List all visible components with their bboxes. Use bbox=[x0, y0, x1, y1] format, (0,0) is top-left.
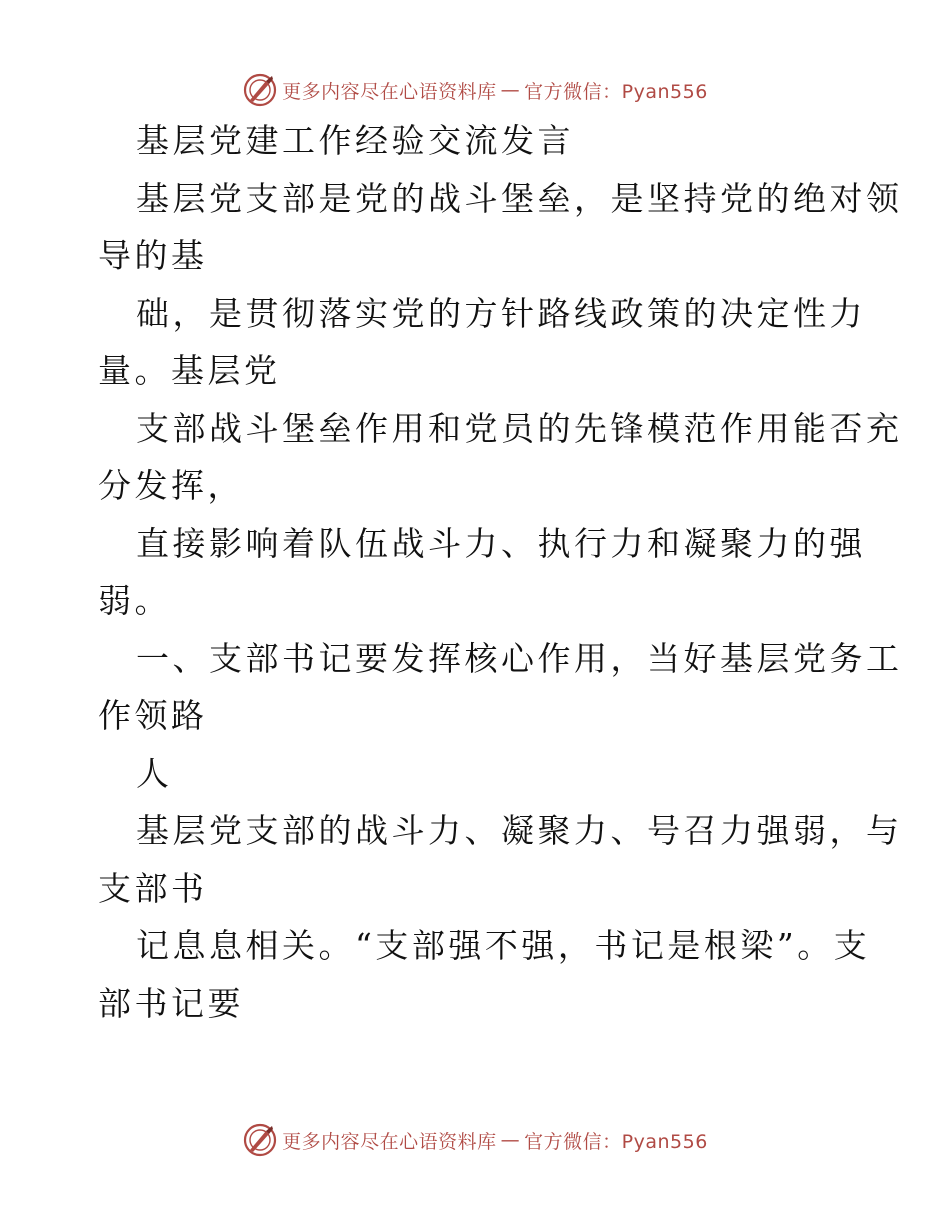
text-line: 分发挥， bbox=[98, 466, 244, 505]
document-title: 基层党建工作经验交流发言 bbox=[136, 121, 574, 160]
document-body bbox=[98, 112, 903, 1032]
watermark-site-text: 更多内容尽在心语资料库 bbox=[282, 80, 497, 103]
section-heading-continued: 作领路 bbox=[98, 696, 208, 735]
text-line: 导的基 bbox=[98, 236, 208, 275]
text-line: 弱。 bbox=[98, 581, 171, 620]
text-line: 部书记要 bbox=[98, 983, 244, 1023]
watermark-separator: — bbox=[500, 1129, 521, 1151]
text-line: 直接影响着队伍战斗力、执行力和凝聚力的强 bbox=[136, 523, 866, 563]
watermark-site-text: 更多内容尽在心语资料库 bbox=[282, 1130, 497, 1153]
header-watermark bbox=[0, 70, 950, 110]
watermark-wechat-text: 官方微信：Pyan556 bbox=[524, 1130, 708, 1153]
section-heading: 一、支部书记要发挥核心作用，当好基层党务工 bbox=[136, 638, 903, 678]
footer-watermark bbox=[0, 1120, 950, 1160]
watermark-group bbox=[242, 1122, 708, 1158]
text-line: 支部战斗堡垒作用和党员的先锋模范作用能否充 bbox=[136, 408, 903, 448]
text-line: 记息息相关。“支部强不强，书记是根梁”。支 bbox=[136, 926, 871, 965]
watermark-wechat-text: 官方微信：Pyan556 bbox=[524, 80, 708, 103]
watermark-separator: — bbox=[500, 79, 521, 101]
text-line: 支部书 bbox=[98, 868, 208, 908]
quill-logo-icon bbox=[242, 72, 278, 108]
text-line: 基层党支部是党的战斗堡垒，是坚持党的绝对领 bbox=[136, 178, 903, 218]
text-line: 量。基层党 bbox=[98, 351, 281, 390]
quill-logo-icon bbox=[242, 1122, 278, 1158]
section-heading-continued: 人 bbox=[136, 753, 173, 793]
text-line: 基层党支部的战斗力、凝聚力、号召力强弱，与 bbox=[136, 811, 903, 850]
text-line: 础，是贯彻落实党的方针路线政策的决定性力 bbox=[136, 293, 866, 333]
watermark-group bbox=[242, 72, 708, 108]
